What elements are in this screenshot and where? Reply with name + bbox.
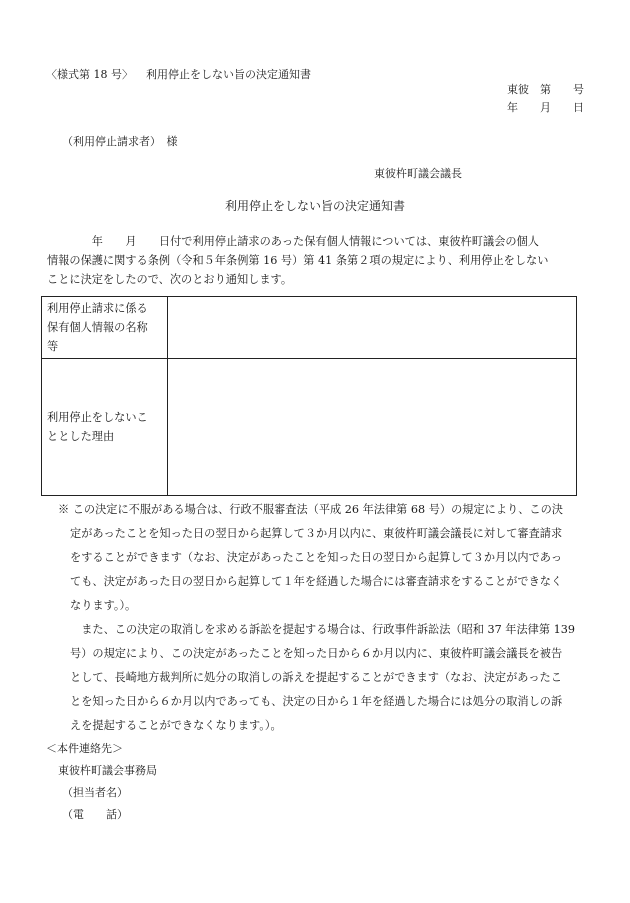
contact-phone: （電 話） [62,808,128,821]
intro-line: 情報の保護に関する条例（令和５年条例第 16 号）第 41 条第２項の規定により、利用停止をしない [47,254,549,267]
addressee: （利用停止請求者） 様 [62,135,178,148]
note-line: ても、決定があった日の翌日から起算して１年を経過した場合には審査請求をすることができなく [70,575,563,588]
row1-label-line: 保有個人情報の名称 [47,321,148,334]
row1-label-line: 等 [47,340,59,353]
page-title: 利用停止をしない旨の決定通知書 [224,199,405,213]
table-row [42,359,577,496]
form-title-small: 利用停止をしない旨の決定通知書 [146,68,311,81]
info-table [41,296,577,496]
row2-label-line: 利用停止をしないこ [47,411,148,424]
note-line: 定があったことを知った日の翌日から起算して３か月以内に、東彼杵町議会議長に対して審査請求 [70,527,563,540]
row1-value [168,297,577,359]
contact-person: （担当者名） [62,786,128,799]
sender: 東彼杵町議会議長 [374,167,462,180]
row2-label [42,359,168,496]
row1-label-line: 利用停止請求に係る [47,302,148,315]
intro-line: ことに決定をしたので、次のとおり通知します。 [47,273,293,286]
note-line: 号）の規定により、この決定があったことを知った日から６か月以内に、東彼杵町議会議長を被告 [70,647,563,660]
doc-number: 東彼 第 号 [507,83,584,96]
note-line: とを知った日から６か月以内であっても、決定の日から１年を経過した場合には処分の取消しの訴 [70,695,563,708]
note-line: なります。）。 [70,599,137,612]
contact-office: 東彼杵町議会事務局 [58,764,157,777]
intro-paragraph [47,232,584,289]
row2-label-line: ととした理由 [47,430,115,443]
note-line: ※ この決定に不服がある場合は、行政不服審査法（平成 26 年法律第 68 号）の規定により、この決 [58,503,563,516]
note-line: をすることができます（なお、決定があったことを知った日の翌日から起算して３か月以内であっ [70,551,563,564]
form-number: 〈様式第 18 号〉 [46,68,133,81]
contact-heading: ＜本件連絡先＞ [46,742,123,755]
table-row [42,297,577,359]
notes-section [58,498,588,738]
row1-label [42,297,168,359]
note-line: また、この決定の取消しを求める訴訟を提起する場合は、行政事件訴訟法（昭和 37 年法律第 139 [70,623,575,636]
row2-value [168,359,577,496]
note-line: えを提起することができなくなります。）。 [70,719,282,732]
note-line: として、長崎地方裁判所に処分の取消しの訴えを提起することができます（なお、決定があったこ [70,671,562,684]
intro-line: 年 月 日付で利用停止請求のあった保有個人情報については、東彼杵町議会の個人 [47,235,539,248]
issue-date: 年 月 日 [507,101,584,114]
